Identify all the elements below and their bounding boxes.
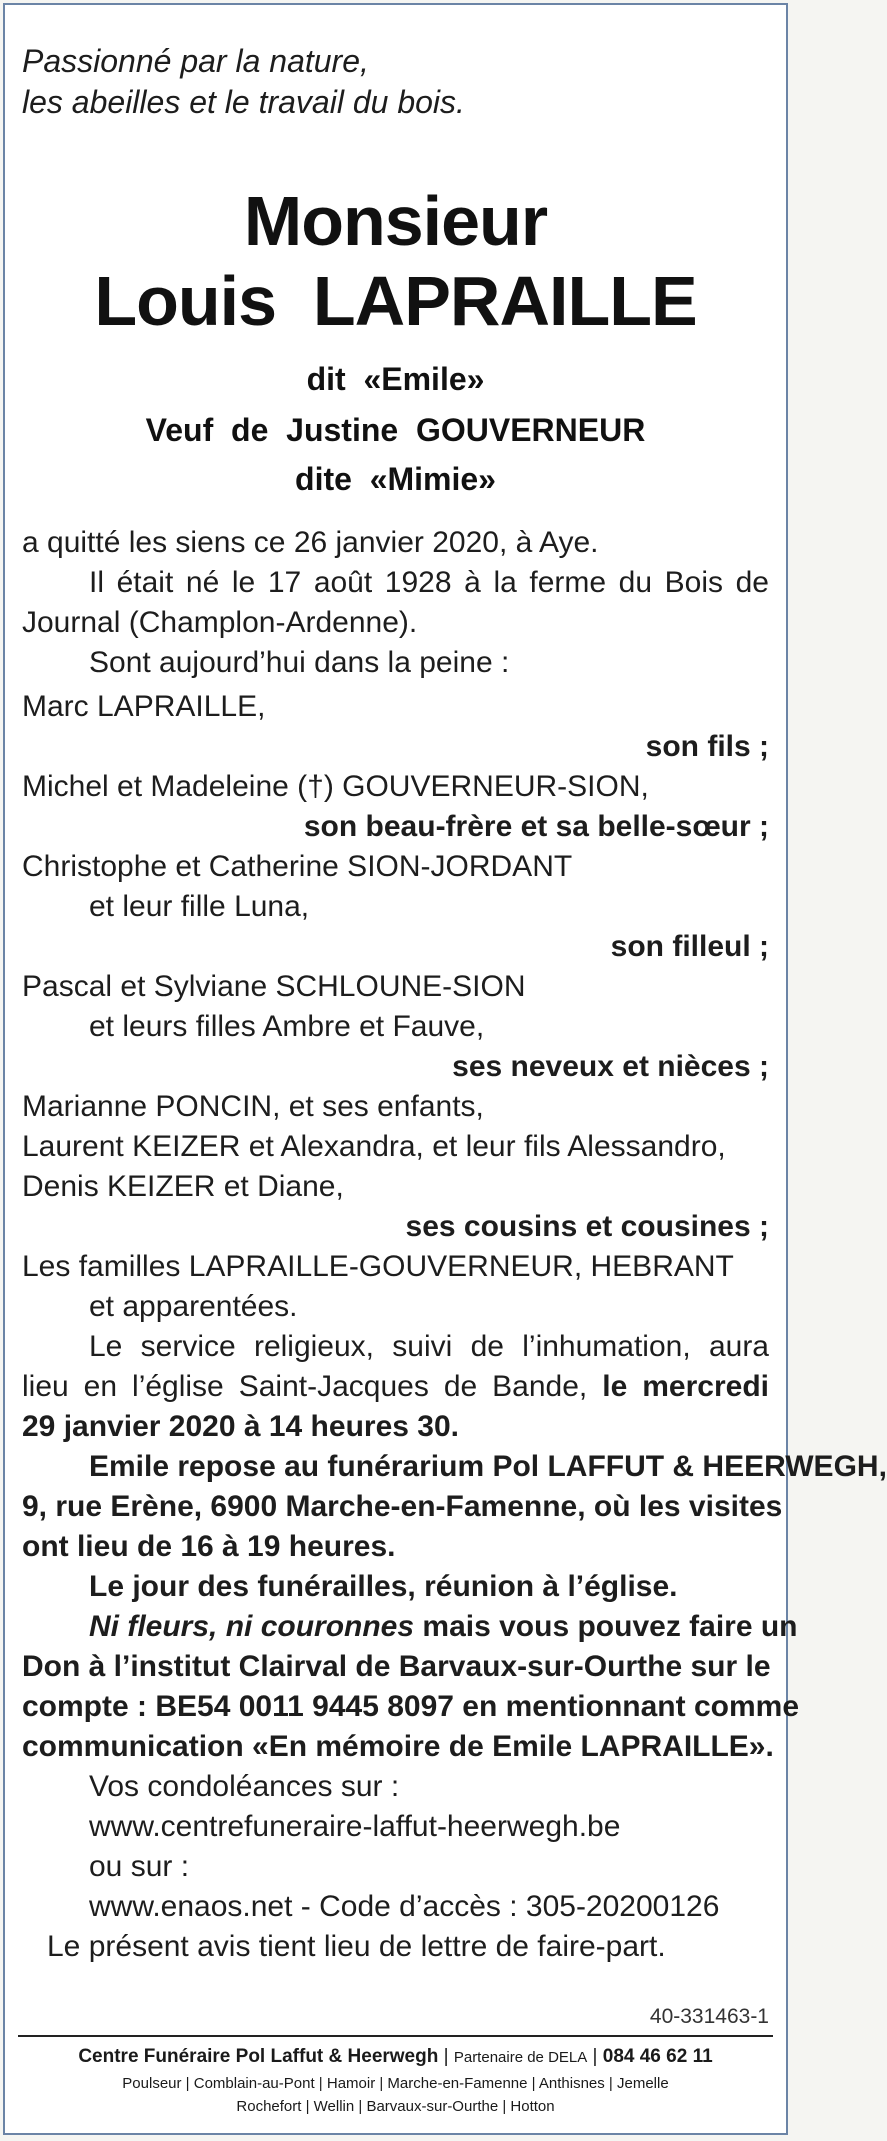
donation-communication: communication «En mémoire de Emile LAPRAILLE». <box>22 1730 774 1763</box>
relationship: ses neveux et nièces ; <box>452 1050 769 1083</box>
epigraph-line: les abeilles et le travail du bois. <box>22 84 465 120</box>
footer-company-line: Centre Funéraire Pol Laffut & Heerwegh | Partenaire de DELA | 084 46 62 11 <box>78 2046 713 2067</box>
donation-info <box>22 1607 798 1647</box>
mourners-intro: Sont aujourd’hui dans la peine : <box>89 646 510 679</box>
mourner-name: Pascal et Sylviane SCHLOUNE-SION <box>22 970 526 1003</box>
footer-divider <box>18 2035 773 2037</box>
donation-info: Don à l’institut Clairval de Barvaux-sur-Ourthe sur le <box>22 1650 771 1683</box>
spouse-nickname: dite «Mimie» <box>295 461 496 497</box>
epigraph-line: Passionné par la nature, <box>22 43 369 79</box>
mourner-families: Les familles LAPRAILLE-GOUVERNEUR, HEBRANT <box>22 1250 734 1283</box>
footer <box>5 2043 786 2118</box>
epigraph <box>22 41 465 123</box>
birth-info-cont: Journal (Champlon-Ardenne). <box>22 606 418 639</box>
closing-note: Le présent avis tient lieu de lettre de faire-part. <box>47 1930 666 1963</box>
locations-line: Poulseur | Comblain-au-Pont | Hamoir | Marche-en-Famenne | Anthisnes | Jemelle <box>122 2075 669 2092</box>
phone-number[interactable]: 084 46 62 11 <box>602 2046 713 2067</box>
mourner-name: Michel et Madeleine (†) GOUVERNEUR-SION, <box>22 770 649 803</box>
relationship: son filleul ; <box>610 930 769 963</box>
condolences-label: Vos condoléances sur : <box>89 1770 400 1803</box>
mourner-name-cont: et leurs filles Ambre et Fauve, <box>89 1010 485 1043</box>
relationship: son fils ; <box>645 730 769 763</box>
enaos-url[interactable]: www.enaos.net - Code d’accès : 305-20200126 <box>89 1890 720 1923</box>
death-announcement: a quitté les siens ce 26 janvier 2020, à Aye. <box>22 526 599 559</box>
honorific-title: Monsieur <box>243 182 548 260</box>
gathering-info: Le jour des funérailles, réunion à l’église. <box>89 1570 678 1603</box>
mourner-families-cont: et apparentées. <box>89 1290 298 1323</box>
donation-account: compte : BE54 0011 9445 8097 en mentionnant comme <box>22 1690 799 1723</box>
deceased-name: Louis LAPRAILLE <box>94 262 697 340</box>
donation-text: mais vous pouvez faire un <box>422 1610 798 1643</box>
mourner-name: Christophe et Catherine SION-JORDANT <box>22 850 573 883</box>
reference-number: 40-331463-1 <box>649 2005 769 2028</box>
notice-body <box>22 523 887 1967</box>
visitation-hours: ont lieu de 16 à 19 heures. <box>22 1530 396 1563</box>
nickname: dit «Emile» <box>306 361 485 397</box>
birth-info: Il était né le 17 août 1928 à la ferme du Bois de <box>89 566 769 599</box>
obituary-notice <box>3 3 887 2135</box>
widower-of: Veuf de Justine GOUVERNEUR <box>145 412 646 448</box>
service-datetime: 29 janvier 2020 à 14 heures 30. <box>22 1410 459 1443</box>
no-flowers: Ni fleurs, ni couronnes <box>89 1610 415 1643</box>
mourner-name: Denis KEIZER et Diane, <box>22 1170 344 1203</box>
service-info: Le service religieux, suivi de l’inhumation, aura <box>89 1330 769 1363</box>
condolences-or: ou sur : <box>89 1850 190 1883</box>
relationship: son beau-frère et sa belle-sœur ; <box>303 810 769 843</box>
relationship: ses cousins et cousines ; <box>405 1210 769 1243</box>
service-info <box>22 1367 769 1407</box>
service-day: le mercredi <box>602 1370 769 1403</box>
visitation-info: 9, rue Erène, 6900 Marche-en-Famenne, où les visites <box>22 1490 783 1523</box>
partner-label: Partenaire de DELA <box>453 2049 588 2066</box>
visitation-info: Emile repose au funérarium Pol LAFFUT & HEERWEGH, <box>89 1450 887 1483</box>
mourner-name: Marc LAPRAILLE, <box>22 690 266 723</box>
condolences-url[interactable]: www.centrefuneraire-laffut-heerwegh.be <box>89 1810 621 1843</box>
mourner-name-cont: et leur fille Luna, <box>89 890 310 923</box>
mourner-name: Laurent KEIZER et Alexandra, et leur fils Alessandro, <box>22 1130 726 1163</box>
mourner-name: Marianne PONCIN, et ses enfants, <box>22 1090 484 1123</box>
company-name: Centre Funéraire Pol Laffut & Heerwegh <box>78 2046 439 2067</box>
locations-line: Rochefort | Wellin | Barvaux-sur-Ourthe | Hotton <box>236 2098 555 2115</box>
service-location: lieu en l’église Saint-Jacques de Bande, <box>22 1370 588 1403</box>
